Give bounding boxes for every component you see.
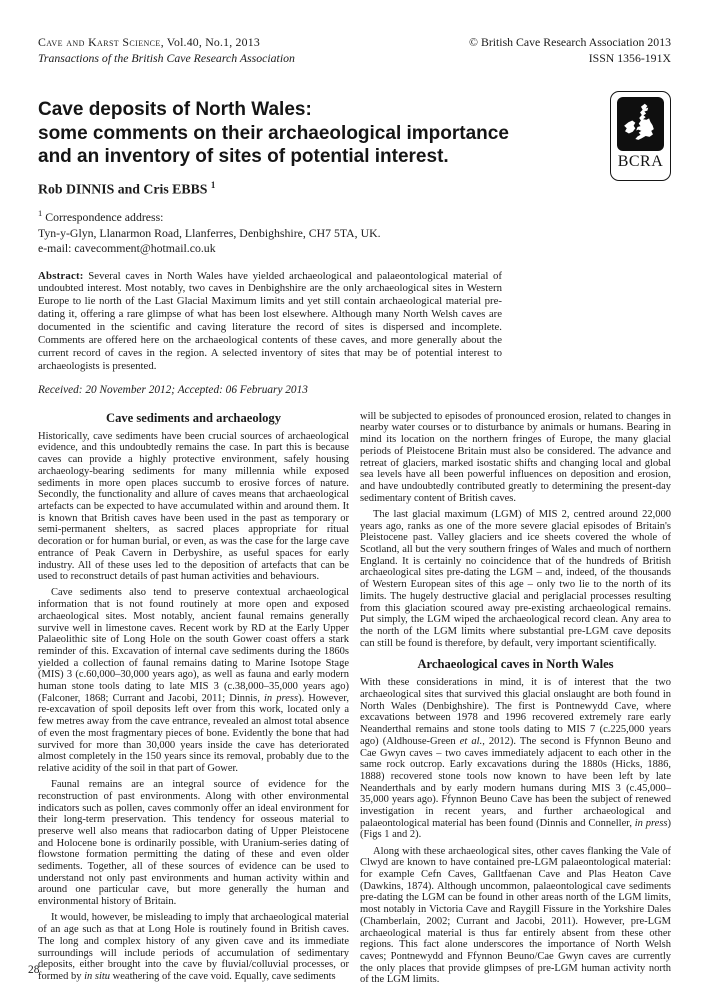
bcra-logo-label: BCRA [617,153,664,170]
journal-title-line [38,34,295,50]
paragraph: Cave sediments also tend to preserve contextual archaeological information that is not found routinely at more open and exposed archaeological sites. Most notably, ancient faunal remains generally survive well in limestone caves. Recent work by RD at the Early Upper Palaeolithic site of Long Hole on the south Gower coast offers a stark reminder of this. Excavation of internal cave sediments during the 1860s yielded a collection of faunal remains dating to Marine Isotope Stage (MIS) 3 (c.60,000–30,000 years ago), as well as fauna and early modern human stone tools dating to late MIS 3 (c.38,000–35,000 years ago) (Falconer, 1868; Currant and Jacobi, 2011; Dinnis, in press). However, re-excavation of spoil deposits left over from this work, located only a few metres away from the cave entrance, revealed an almost total absence of even the most fragmentary pieces of bone. Evidently the bone that had survived for more than 30,000 years inside the cave has deteriorated almost completely in the 150 years since its removal, probably due to the relative acidity of the soil in that part of Gower. [38,587,349,774]
journal-name: Cave and Karst Science [38,35,161,49]
abstract [38,270,502,373]
paragraph: Historically, cave sediments have been crucial sources of archaeological evidence, and this undoubtedly remains the case. In part this is because caves can provide a highly protective environment, safely housing archaeology-bearing sediments for many millennia while exposed sediments in more open places succumb to erosive forces of nature. Secondly, the functionality and allure of caves means that archaeological artefacts can be expected to have accumulated within and around them. It is known that British caves have been used in the past as temporary or semi-permanent shelters, as sacred places appropriate for ritual decoration or for human burial, or even, as was the case for the large cave entrance of Peak Cavern in Derbyshire, as useful spaces for early industry. All of these uses led to the deposition of artefacts that can be used to reconstruct details of past human activities and behaviours. [38,430,349,583]
copyright-notice: © British Cave Research Association 2013 [469,35,671,49]
correspondence-marker: 1 [38,208,43,219]
issn-number: ISSN 1356-191X [588,51,671,65]
paragraph: With these considerations in mind, it is of interest that the two archaeological sites that survived this glacial onslaught are both found in North Wales (Denbighshire). The first is Pontnewydd Cave, where excavations between 1978 and 1996 recovered extremely rare early Neanderthal remains and stone tools dating to MIS 7 (c.225,000 years ago) (Aldhouse-Green et al., 2012). The second is Ffynnon Beuno and Cae Gwyn caves – two caves immediately adjacent to each other in the same rock outcrop. Early excavations during the 1880s (Hicks, 1886, 1888) recovered stone tools now known to have been left by late Neanderthals and by early modern humans during MIS 3 (c.45,000–35,000 years ago). Ffynnon Beuno Cave has been the subject of renewed investigation in recent years, and further archaeological and palaeontological material has been found (Dinnis and Conneller, in press) (Figs 1 and 2). [360,677,672,841]
paragraph: Faunal remains are an integral source of evidence for the reconstruction of past environments. Along with other environmental indicators such as pollen, caves commonly offer an ideal environment for their long-term preservation. This tendency for osseous material to preserve well also means that radiocarbon dating of Upper Pleistocene and Holocene bone is ordinarily possible, with Uranium-series dating of flowstone formation permitting the dating of these and even older sediments. Together, all of these sources of evidence can be used to understand not only past environments and human activity within and around one particular cave, but more generally the human and environmental history of Britain. [38,779,349,908]
received-accepted-line: Received: 20 November 2012; Accepted: 06 February 2013 [38,383,308,396]
paragraph: It would, however, be misleading to imply that archaeological material of an age such as that at Long Hole is routinely found in British caves. The long and complex history of any given cave and its immediate surroundings will include periods of accumulation of sedimentary deposits, either brought into the cave by fluvial/colluvial processes, or formed by in situ weathering of the cave void. Equally, cave sediments [38,912,349,982]
correspondence-block [38,206,671,256]
paragraph: The last glacial maximum (LGM) of MIS 2, centred around 22,000 years ago, ranks as one of the more severe glacial episodes of Britain's Pleistocene past. Valley glaciers and ice sheets covered the whole of Scotland, all but the very southern fringes of Wales and much of northern England. It is certainly no coincidence that of the hundreds of British archaeological sites pre-dating the LGM – and, indeed, of the thousands of Western European sites of this age – only two lie to the north of its limits. The hugely destructive glacial and periglacial processes resulting from this glaciation scoured away pre-existing archaeological remains. Put simply, the LGM wiped the archaeological record clean. Any area to the north of the LGM limits where substantial pre-LGM cave deposits can still be found is therefore, by default, very important scientifically. [360,508,671,649]
section-heading-cave-sediments: Cave sediments and archaeology [105,410,282,425]
page-header [38,34,671,66]
right-column [360,411,671,986]
journal-subtitle: Transactions of the British Cave Research Association [38,51,295,65]
article-title-line-3: and an inventory of sites of potential interest. [38,146,449,167]
article-title-line-2: some comments on their archaeological importance [38,122,509,144]
page-number: 28 [28,964,40,976]
article-body [38,411,671,986]
paragraph: Along with these archaeological sites, other caves flanking the Vale of Clwyd are known to have contained pre-LGM palaeontological material: for example Cefn Caves, Galltfaenan Cave and Plas Heaton Cave (Dawkins, 1874). Although uncommon, palaeontological cave sediments pre-dating the LGM can be found in other areas north of the LGM limits, most notably in Victoria Cave and Raygill Fissure in the Yorkshire Dales (Chamberlain, 2002; Currant and Jacobi, 2011). However, pre-LGM archaeological material is thus far entirely absent from these other regions. This fact alone underscores the importance of North Welsh caves; Pontnewydd and Ffynnon Beuno/Cae Gwyn caves are currently the only places that provide glimpses of pre-LGM human activity north of the LGM limits. [360,845,671,986]
correspondence-label-line [38,206,671,225]
affiliation-superscript: 1 [210,179,216,190]
section-heading-archaeological-caves: Archaeological caves in North Wales [417,657,614,672]
correspondence-address: Tyn-y-Glyn, Llanarmon Road, Llanferres, Denbighshire, CH7 5TA, UK. [38,225,381,240]
copyright-block [469,34,671,66]
left-column [38,411,349,986]
authors-line [38,180,671,198]
abstract-label: Abstract: [38,269,84,282]
british-isles-map-icon [617,97,664,151]
correspondence-label: Correspondence address: [45,210,164,225]
article-title-line-1: Cave deposits of North Wales: [38,99,312,120]
correspondence-email: e-mail: cavecomment@hotmail.co.uk [38,241,216,256]
journal-issue: , Vol.40, No.1, 2013 [160,35,260,49]
bcra-logo [610,91,671,181]
paragraph: will be subjected to episodes of pronounced erosion, related to changes in nearby water courses or to disturbance by animals or humans. Bearing in mind its location on the northern fringes of Europe, the many glacial periods of Pleistocene Britain must also be considered. The advance and retreat of glaciers, marked isostatic shifts and changing local and global sea levels have all been powerful influences on deposition and erosion, and have undoubtedly contributed greatly to determining the present-day sedimentary content of British caves. [360,410,671,504]
journal-masthead [38,34,295,66]
article-title [38,98,598,169]
abstract-text: Several caves in North Wales have yielded archaeological and palaeontological material of undoubted interest. Most notably, two caves in Denbighshire are the only archaeological sites in Western Europe to lie north of the Last Glacial Maximum limits and yet still contain archaeological material pre-dating it, offering a rare glimpse of what has been lost elsewhere. Although many North Welsh caves are documented in the scientific and caving literature the record of sites is dispersed and incomplete. Comments are offered here on the archaeological contents of these caves, and more generally about the current record of caves in the region. A selected inventory of sites that may be of potential interest to archaeologists is presented. [38,269,503,372]
author-names: Rob DINNIS and Cris EBBS [38,181,208,197]
